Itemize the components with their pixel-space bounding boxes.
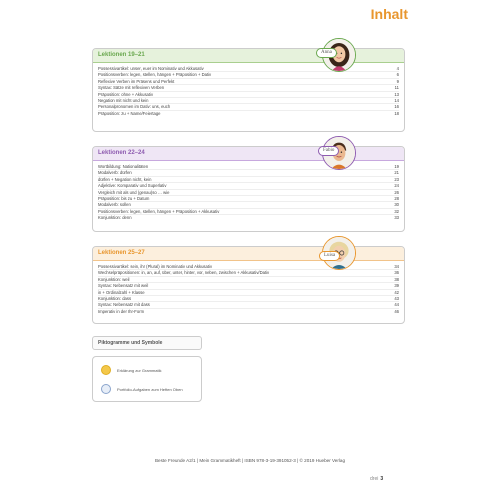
- section-heading: Lektionen 19–21: [93, 49, 404, 63]
- topic-text: Konjunktion: denn: [98, 215, 132, 221]
- page-ref: 26: [394, 189, 399, 195]
- topic-text: Syntax: Sätze mit reflexiven Verben: [98, 85, 165, 91]
- page-ref: 6: [396, 72, 399, 78]
- list-item[interactable]: [98, 215, 399, 220]
- topic-text: Personalpronomen im Dativ: uns, euch: [98, 104, 171, 110]
- list-item[interactable]: [98, 309, 399, 314]
- topic-text: Positionsverben: legen, stellen, hängen + Präposition + Dativ: [98, 72, 212, 78]
- topic-text: Positionsverben: legen, stellen, hängen + Präposition + Akkusativ: [98, 208, 220, 214]
- lightbulb-icon: [101, 365, 111, 375]
- topic-list: [93, 63, 404, 119]
- legend-text: Portfolio-Aufgaben zum Heften Oben: [117, 386, 183, 392]
- page-number-digit: 3: [380, 476, 384, 482]
- page-title: Inhalt: [370, 6, 408, 22]
- character-name-tag: Anna: [316, 48, 337, 58]
- topic-text: Wechselpräpositionen: in, an, auf, über, unter, hinter, vor, neben, zwischen + Akkusativ/Dativ: [98, 270, 270, 276]
- symbols-heading: Piktogramme und Symbole: [92, 336, 202, 350]
- topic-text: Konjunktion: dass: [98, 296, 132, 302]
- topic-text: Negation mit nicht und kein: [98, 98, 149, 104]
- portfolio-icon: [101, 384, 111, 394]
- section-heading: Lektionen 25–27: [93, 247, 404, 261]
- topic-text: Präposition: bis zu + Datum: [98, 196, 150, 202]
- topic-text: Vergleich mit als und (genau)so … wie: [98, 189, 170, 195]
- page-ref: 32: [394, 208, 399, 214]
- topic-list: [93, 261, 404, 317]
- page-ref: 39: [394, 283, 399, 289]
- topic-text: Modalverb: dürfen: [98, 170, 132, 176]
- symbols-legend: [92, 356, 202, 402]
- list-item[interactable]: [98, 111, 399, 116]
- topic-text: Syntax: Nebensatz mit dass: [98, 302, 150, 308]
- topic-text: Wortbildung: Nationalitäten: [98, 164, 149, 169]
- page-ref: 44: [394, 302, 399, 308]
- topic-text: dürfen + Negation nicht, kein: [98, 176, 152, 182]
- topic-text: Adjektive: Komparativ und Superlativ: [98, 183, 167, 189]
- lesson-section-25-27: [92, 246, 405, 324]
- topic-text: Modalverb: sollen: [98, 202, 131, 208]
- page-ref: 19: [394, 164, 399, 169]
- footer-imprint: Beste Freunde A2/1 | Mein Grammatikheft | ISBN 978-3-19-391052-3 | © 2019 Hueber Verlag: [154, 458, 346, 463]
- topic-text: Präposition: zu + Name/Feiertage: [98, 110, 161, 116]
- character-name-tag: Luisa: [319, 251, 340, 261]
- topic-text: Syntax: Nebensatz mit weil: [98, 283, 149, 289]
- topic-text: Reflexive Verben im Präsens und Perfekt: [98, 78, 175, 84]
- page-ref: 33: [394, 215, 399, 221]
- topic-list: [93, 161, 404, 224]
- page-ref: 38: [394, 276, 399, 282]
- lesson-section-22-24: [92, 146, 405, 232]
- topic-text: Imperativ in der Ihr-Form: [98, 308, 145, 314]
- page-ref: 24: [394, 183, 399, 189]
- legend-item: [101, 365, 161, 375]
- page-number: [370, 476, 383, 482]
- topic-text: Konjunktion: weil: [98, 276, 130, 282]
- section-heading: Lektionen 22–24: [93, 147, 404, 161]
- page-ref: 21: [394, 170, 399, 176]
- page-ref: 13: [394, 91, 399, 97]
- page-ref: 42: [394, 289, 399, 295]
- page-ref: 16: [394, 104, 399, 110]
- page-ref: 46: [394, 308, 399, 314]
- topic-text: Possessivartikel: sein, ihr (Plural) im Nominativ und Akkusativ: [98, 264, 213, 269]
- page-ref: 34: [394, 264, 399, 269]
- page-ref: 23: [394, 176, 399, 182]
- page-ref: 36: [394, 270, 399, 276]
- character-name-tag: Fabio: [318, 146, 339, 156]
- page-ref: 9: [396, 78, 399, 84]
- page-number-word: drei: [370, 476, 379, 482]
- page-ref: 14: [394, 98, 399, 104]
- legend-text: Erklärung zur Grammatik: [117, 367, 162, 373]
- page-ref: 30: [394, 202, 399, 208]
- topic-text: Possessivartikel: unser, euer im Nominativ und Akkusativ: [98, 66, 204, 71]
- page-ref: 4: [396, 66, 399, 71]
- page-ref: 11: [394, 85, 399, 91]
- topic-text: in + Ordinalzahl + Klasse: [98, 289, 145, 295]
- lesson-section-19-21: [92, 48, 405, 132]
- topic-text: Präposition: ohne + Akkusativ: [98, 91, 154, 97]
- legend-item: [101, 384, 183, 394]
- page-ref: 43: [394, 296, 399, 302]
- page-ref: 28: [394, 196, 399, 202]
- page-ref: 18: [394, 110, 399, 116]
